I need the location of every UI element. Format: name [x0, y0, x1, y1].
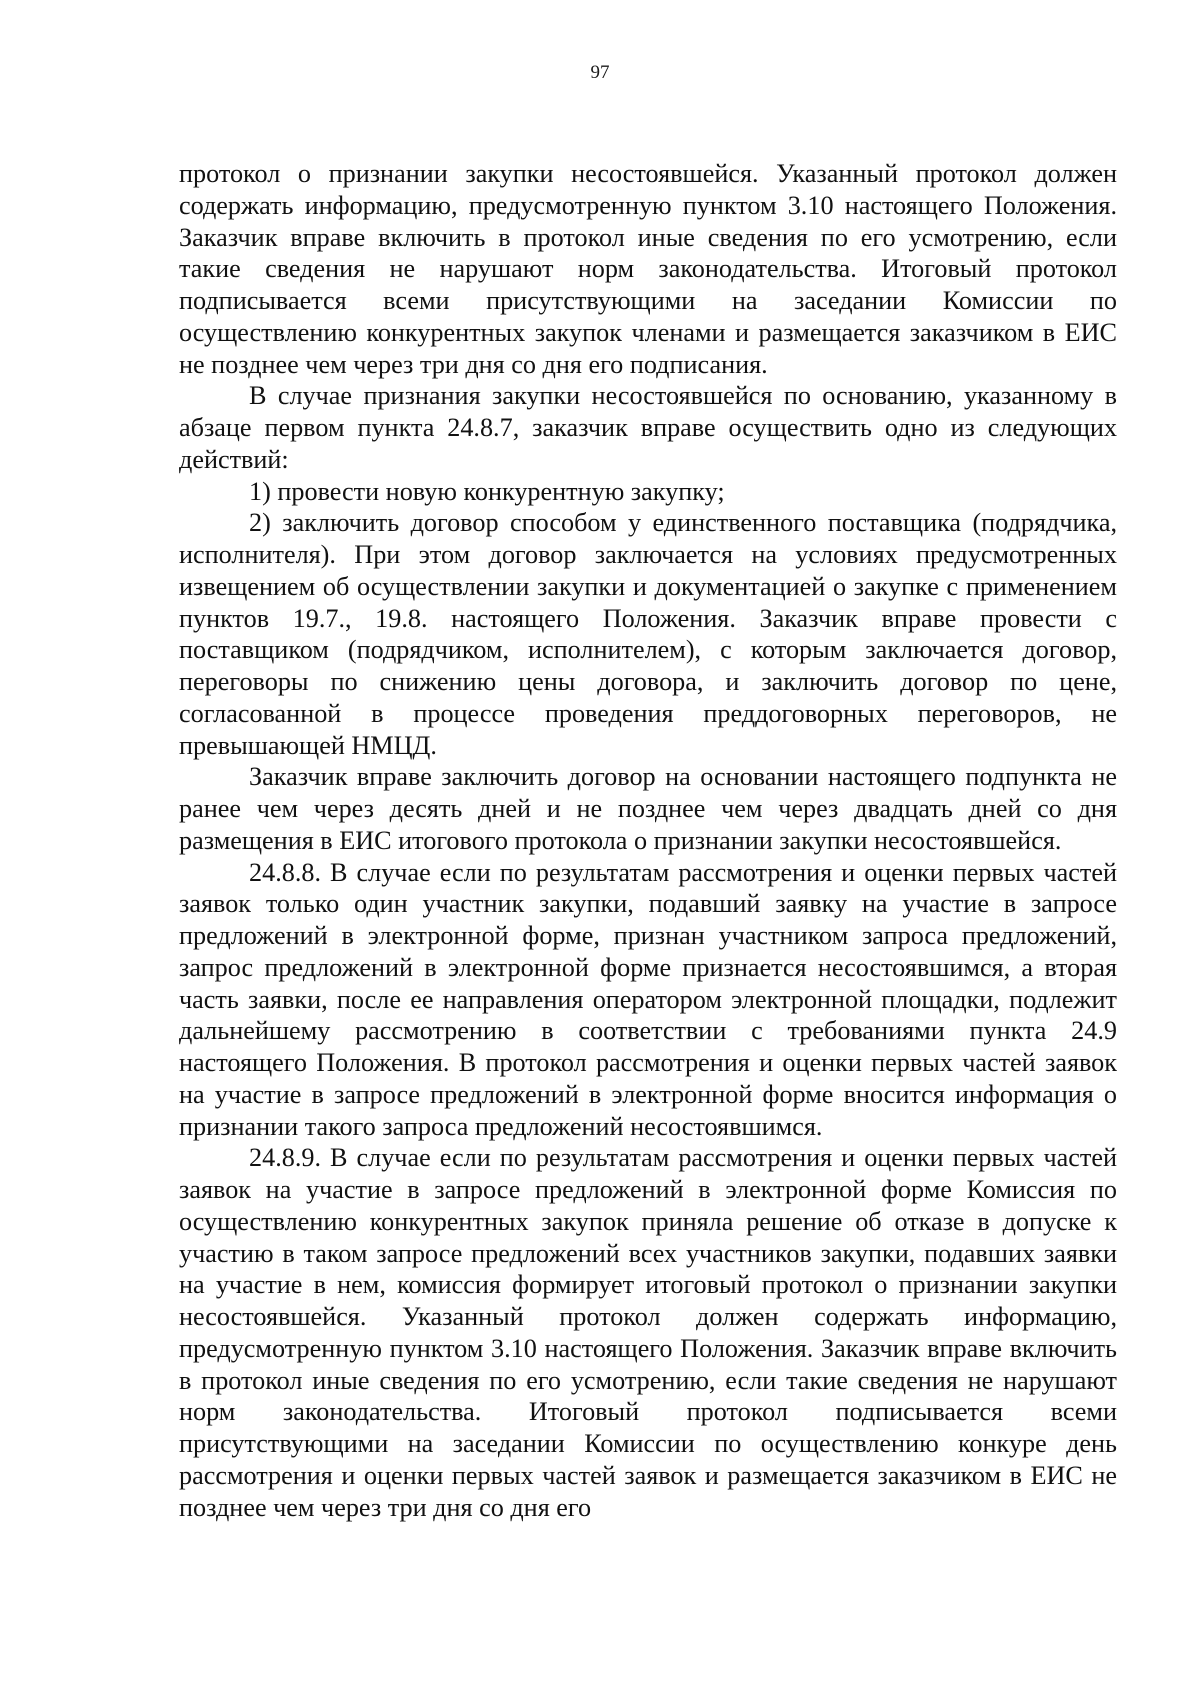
paragraph-protocol-continuation: протокол о признании закупки несостоявшейся. Указанный протокол должен содержать информацию, предусмотренную пунктом 3.10 настоящего Положения. Заказчик вправе включить в протокол иные сведения по его усмотрению, если такие сведения не нарушают норм законодательства. Итоговый протокол подписывается всеми присутствующими на заседании Комиссии по осуществлению конкурентных закупок членами и размещается заказчиком в ЕИС не позднее чем через три дня со дня его подписания.: [179, 159, 1117, 379]
paragraph-contract-timing: Заказчик вправе заключить договор на основании настоящего подпункта не ранее чем через десять дней и не позднее чем через двадцать дней со дня размещения в ЕИС итогового протокола о признании закупки несостоявшейся.: [179, 762, 1117, 855]
list-item-new-procurement: 1) провести новую конкурентную закупку;: [249, 476, 725, 506]
page-number: 97: [590, 62, 610, 83]
document-body: [179, 158, 1117, 1523]
paragraph-clause-24-8-8: 24.8.8. В случае если по результатам рассмотрения и оценки первых частей заявок только один участник закупки, подавший заявку на участие в запросе предложений в электронной форме, признан участником запроса предложений, запрос предложений в электронной форме признается несостоявшимся, а вторая часть заявки, после ее направления оператором электронной площадки, подлежит дальнейшему рассмотрению в соответствии с требованиями пункта 24.9 настоящего Положения. В протокол рассмотрения и оценки первых частей заявок на участие в запросе предложений в электронной форме вносится информация о признании такого запроса предложений несостоявшимся.: [179, 857, 1117, 1141]
list-item-single-supplier-contract: 2) заключить договор способом у единственного поставщика (подрядчика, исполнителя). При этом договор заключается на условиях предусмотренных извещением об осуществлении закупки и документацией о закупке с применением пунктов 19.7., 19.8. настоящего Положения. Заказчик вправе провести с поставщиком (подрядчиком, исполнителем), с которым заключается договор, переговоры по снижению цены договора, и заключить договор по цене, согласованной в процессе проведения преддоговорных переговоров, не превышающей НМЦД.: [179, 508, 1117, 760]
paragraph-clause-24-8-9: 24.8.9. В случае если по результатам рассмотрения и оценки первых частей заявок на участие в запросе предложений в электронной форме Комиссия по осуществлению конкурентных закупок приняла решение об отказе в допуске к участию в таком запросе предложений всех участников закупки, подавших заявки на участие в нем, комиссия формирует итоговый протокол о признании закупки несостоявшейся. Указанный протокол должен содержать информацию, предусмотренную пунктом 3.10 настоящего Положения. Заказчик вправе включить в протокол иные сведения по его усмотрению, если такие сведения не нарушают норм законодательства. Итоговый протокол подписывается всеми присутствующими на заседании Комиссии по осуществлению конкуре день рассмотрения и оценки первых частей заявок и размещается заказчиком в ЕИС не позднее чем через три дня со дня его: [179, 1143, 1117, 1522]
paragraph-failed-procurement-actions: В случае признания закупки несостоявшейся по основанию, указанному в абзаце первом пункта 24.8.7, заказчик вправе осуществить одно из следующих действий:: [179, 381, 1117, 474]
